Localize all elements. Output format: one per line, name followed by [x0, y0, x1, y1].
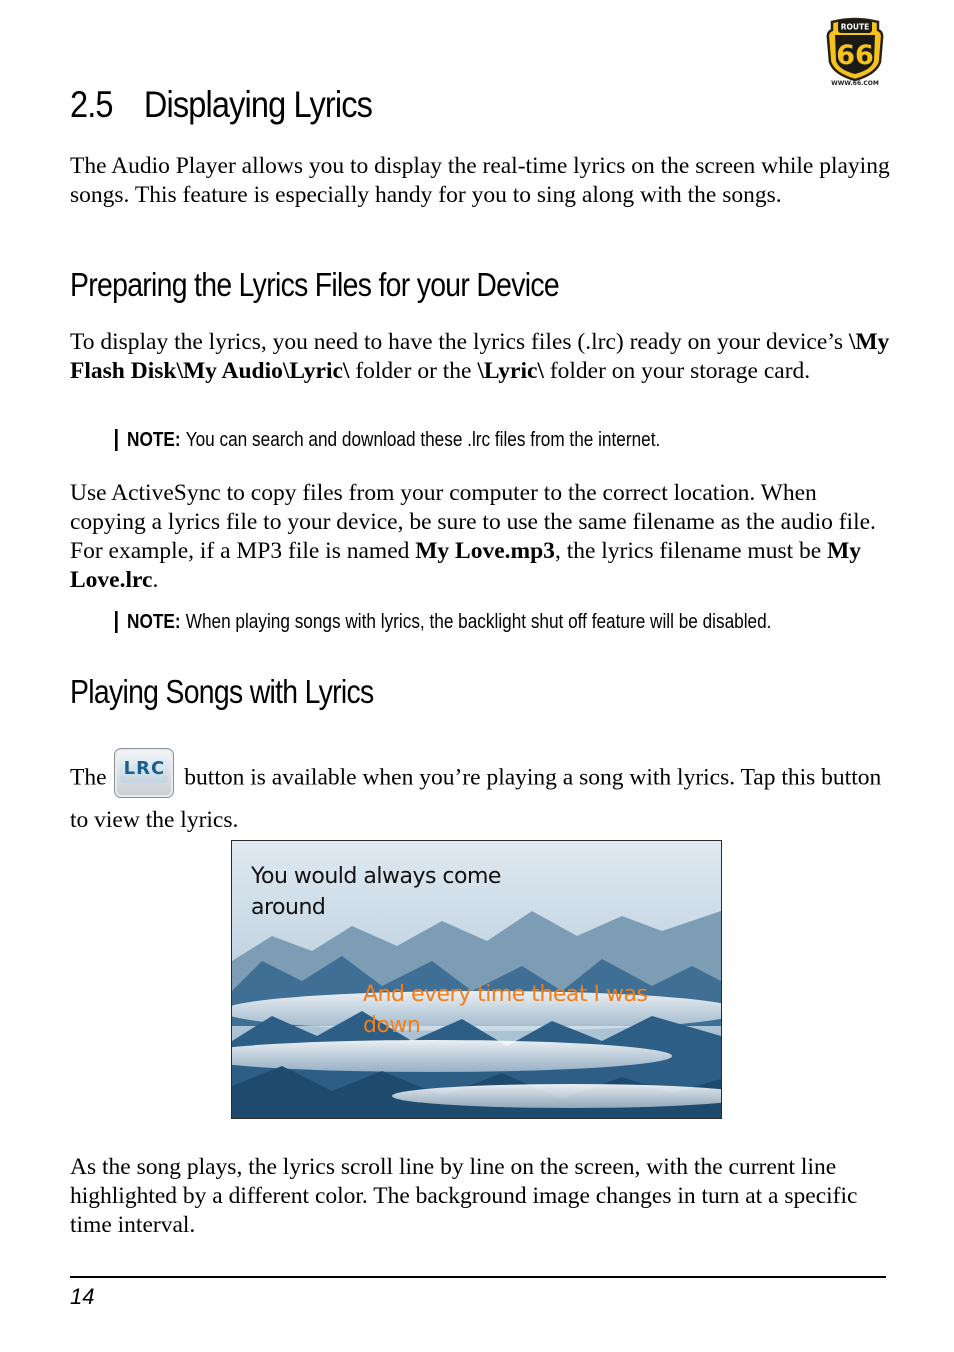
preparing-paragraph-2: Use ActiveSync to copy files from your computer to the correct location. When copying a lyrics file to your device, be sure to use the same filename as the audio file. For example, if a MP3 file is named My Love.mp3, the lyrics filename must be My Love.lrc. [70, 480, 876, 593]
flash-disk-path: \My Flash Disk\My Audio\Lyric\ [70, 329, 890, 384]
intro-paragraph: The Audio Player allows you to display the real-time lyrics on the screen while playing songs. This feature is especially handy for you to sing along with the songs. [70, 153, 890, 208]
lrc-button-label: LRC [120, 755, 168, 783]
footer-divider [70, 1276, 886, 1278]
playing-paragraph-2: As the song plays, the lyrics scroll line by line on the screen, with the current line highlighted by a different color. The background image changes in turn at a specific time interval. [70, 1154, 858, 1238]
svg-text:WWW.66.COM: WWW.66.COM [831, 80, 879, 86]
lyric-line-previous: You would always come around [251, 864, 501, 920]
route-66-shield-icon [826, 16, 884, 86]
lyric-line-current: And every time theat I was down [363, 982, 648, 1038]
route-66-logo [826, 16, 884, 86]
note-backlight [115, 611, 771, 633]
lyrics-screen-image [231, 840, 722, 1119]
note-lrc-download [115, 429, 660, 451]
heading-playing: Playing Songs with Lyrics [70, 673, 374, 710]
note-label: NOTE: [127, 429, 181, 451]
svg-text:66: 66 [836, 40, 874, 71]
note-label: NOTE: [127, 611, 181, 633]
lrc-button[interactable] [114, 748, 174, 798]
section-number: 2.5 [70, 84, 113, 125]
page-number: 14 [70, 1284, 95, 1309]
lyric-folder-path: \Lyric\ [477, 358, 544, 384]
lrc-filename: My Love.lrc [70, 538, 862, 593]
mp3-filename: My Love.mp3 [415, 538, 555, 564]
page-title [70, 84, 372, 126]
note-text: When playing songs with lyrics, the backlight shut off feature will be disabled. [185, 611, 772, 633]
note-text: You can search and download these .lrc files from the internet. [185, 429, 661, 451]
playing-paragraph-1: The LRC button is available when you’re playing a song with lyrics. Tap this button to view the lyrics. [70, 754, 890, 836]
preparing-paragraph-1: To display the lyrics, you need to have the lyrics files (.lrc) ready on your device’s \My Flash Disk\My Audio\Lyric\ folder or the \Lyric\ folder on your storage card. [70, 329, 890, 384]
svg-text:ROUTE: ROUTE [840, 22, 870, 32]
heading-preparing: Preparing the Lyrics Files for your Device [70, 266, 559, 303]
section-title: Displaying Lyrics [143, 84, 373, 125]
